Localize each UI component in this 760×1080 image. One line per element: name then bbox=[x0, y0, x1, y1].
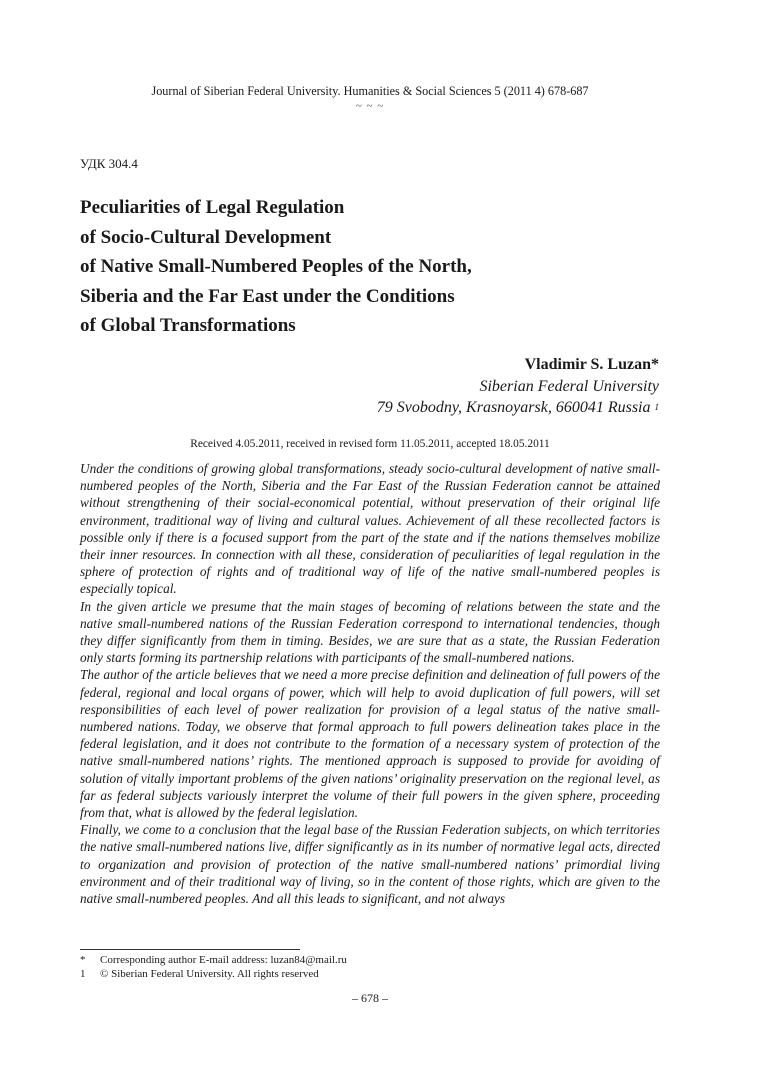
title-line: of Global Transformations bbox=[80, 315, 296, 336]
footnote bbox=[80, 953, 347, 967]
footnote-mark: 1 bbox=[80, 968, 86, 980]
article-title bbox=[80, 193, 600, 341]
udk-code: УДК 304.4 bbox=[80, 156, 138, 171]
author-affiliation: Siberian Federal University bbox=[479, 377, 659, 395]
title-line: Siberia and the Far East under the Conditions bbox=[80, 285, 455, 307]
abstract-paragraph: Under the conditions of growing global transformations, steady socio-cultural development of native small-numbered peoples of the North, Siberia and the Far East of the Russian Federation cannot be attained without strengthening of their social-economical potential, without preservation of their original life environment, traditional way of living and cultural values. Achievement of all these recollected factors is possible only if there is a focused support from the part of the state and if the nations themselves mobilize their inner resources. In connection with all these, consideration of peculiarities of legal regulation in the sphere of protection of rights and of traditional way of life of the native small-numbered peoples is especially topical. bbox=[80, 461, 660, 597]
footnote-text: Corresponding author E-mail address: luzan84@mail.ru bbox=[100, 954, 347, 966]
title-line: of Socio-Cultural Development bbox=[80, 226, 332, 248]
received-dates: Received 4.05.2011, received in revised form 11.05.2011, accepted 18.05.2011 bbox=[190, 438, 550, 450]
title-line: Peculiarities of Legal Regulation bbox=[80, 197, 345, 218]
abstract-paragraph: In the given article we presume that the main stages of becoming of relations between the state and the native small-numbered nations of the Russian Federation correspond to international tendencies, though they differ significantly from them in timing. Besides, we are sure that as a state, the Russian Federation only starts forming its partnership relations with participants of the small-numbered nations. bbox=[80, 598, 660, 666]
abstract-paragraph: The author of the article believes that we need a more precise definition and delineation of full powers of the federal, regional and local organs of power, which will help to avoid duplication of full powers, will set responsibilities of each level of power realization for provision of a legal status of the native small-numbered nations. Today, we observe that formal approach to full powers delineation takes place in the federal legislation, and it does not contribute to the formation of a necessary system of protection of the native small-numbered nations’ rights. The mentioned approach is supposed to provide for avoiding of solution of vitally important problems of the given nations’ originality preservation on the regional level, as far as federal subjects variously interpret the volume of their full powers in the given sphere, proceeding from that, what is allowed by the federal legislation. bbox=[80, 667, 660, 821]
title-line: of Native Small-Numbered Peoples of the North, bbox=[80, 256, 472, 277]
author-block bbox=[377, 354, 659, 421]
footnote bbox=[80, 967, 347, 981]
author-address-line bbox=[377, 397, 659, 421]
abstract bbox=[80, 460, 660, 907]
abstract-paragraph: Finally, we come to a conclusion that the legal base of the Russian Federation subjects, on which territories the native small-numbered nations live, differ significantly as in its number of normative legal acts, directed to organization and provision of protection of the native small-numbered nations’ primordial living environment and of their traditional way of living, so in the content of those rights, which are given to the native small-numbered peoples. And all this leads to significant, and not always bbox=[80, 822, 660, 907]
author-name: Vladimir S. Luzan* bbox=[524, 356, 659, 373]
footnote-divider bbox=[80, 949, 300, 950]
address-footnote-mark: 1 bbox=[654, 402, 659, 412]
footnote-text: © Siberian Federal University. All rights reserved bbox=[100, 968, 319, 980]
journal-header: Journal of Siberian Federal University. Humanities & Social Sciences 5 (2011 4) 678-687 bbox=[151, 84, 589, 98]
footnote-mark: * bbox=[80, 954, 86, 966]
page-number: – 678 – bbox=[352, 991, 388, 1005]
author-address: 79 Svobodny, Krasnoyarsk, 660041 Russia bbox=[376, 399, 651, 416]
footnotes bbox=[80, 953, 347, 981]
header-separator: ~ ~ ~ bbox=[355, 100, 385, 112]
